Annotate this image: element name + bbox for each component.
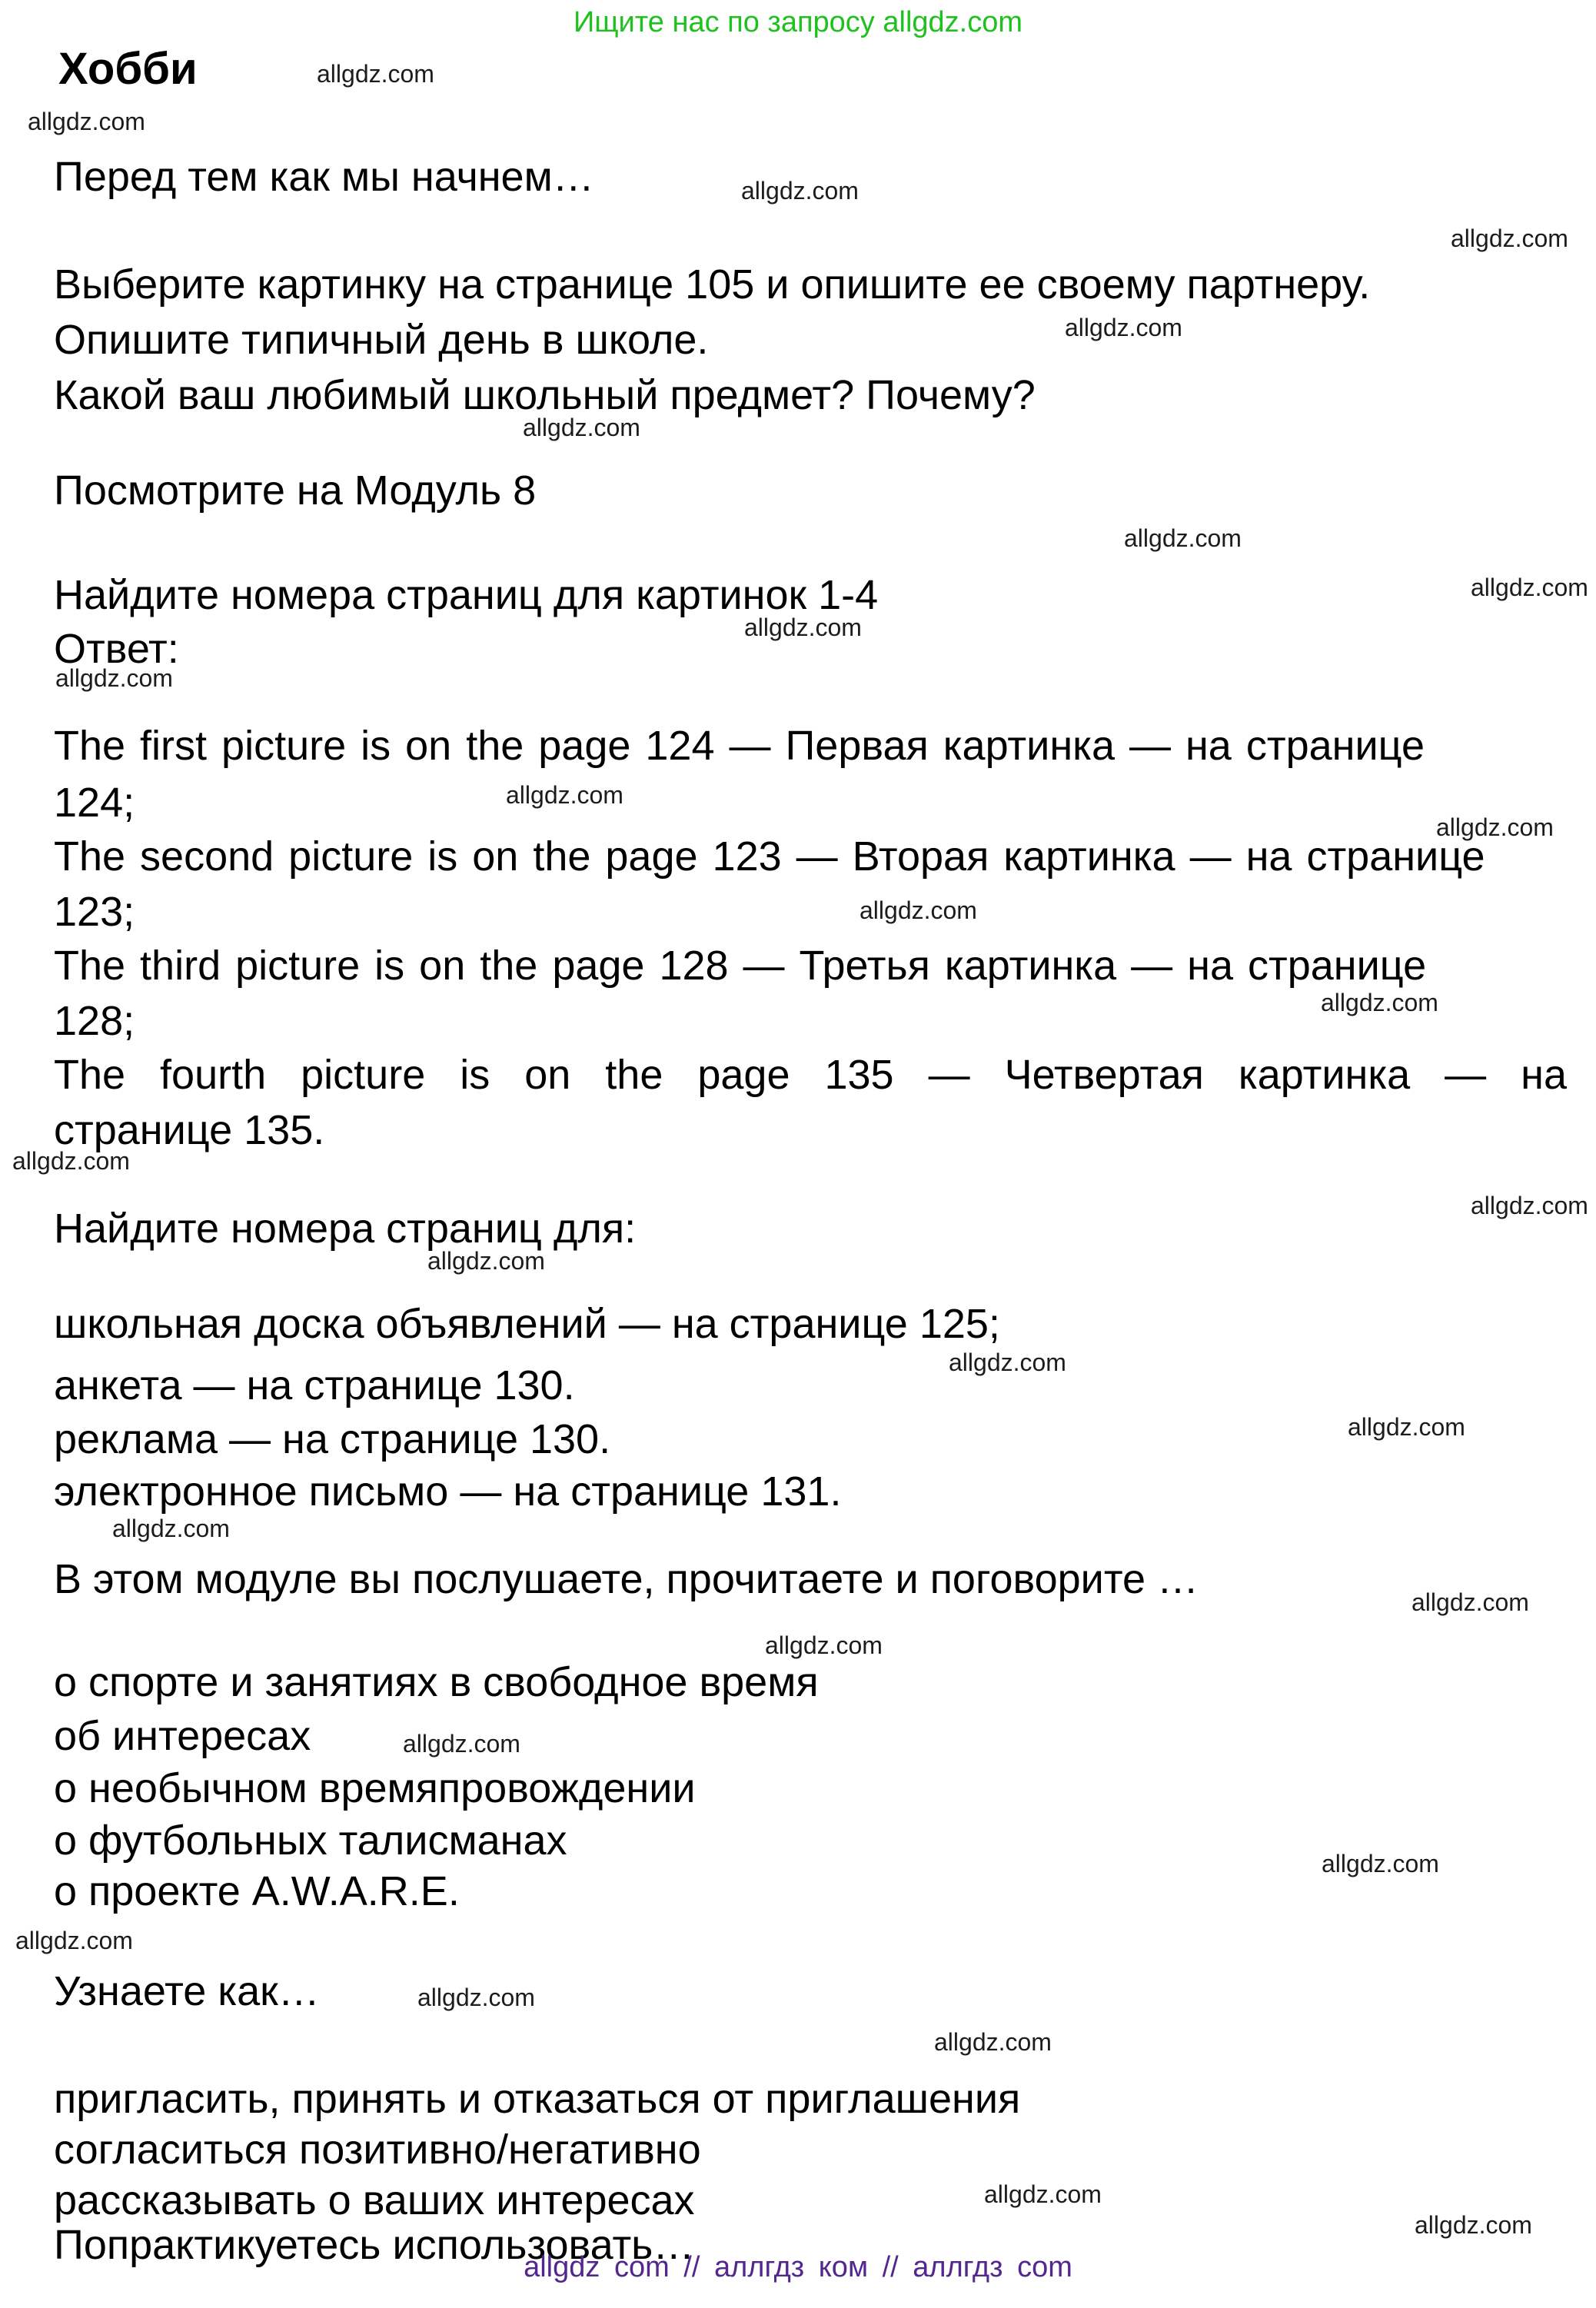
watermark-allgdz-com: allgdz.com (860, 896, 977, 924)
watermark-allgdz-com: allgdz.com (1321, 989, 1438, 1016)
module-overview-item-1: о спорте и занятиях в свободное время (54, 1659, 819, 1705)
answer-1-line-1: The first picture is on the page 124 — Первая картинка — на странице (54, 723, 1425, 769)
watermark-allgdz-com: allgdz.com (417, 1984, 535, 2011)
watermark-allgdz-com: allgdz.com (1451, 224, 1568, 252)
learn-item-2: согласиться позитивно/негативно (54, 2127, 701, 2173)
watermark-allgdz-com: allgdz.com (403, 1730, 520, 1758)
watermark-allgdz-com: allgdz.com (112, 1515, 230, 1542)
watermark-allgdz-com: allgdz.com (15, 1927, 133, 1954)
watermark-allgdz-com: allgdz.com (55, 664, 173, 692)
watermark-allgdz-com: allgdz.com (984, 2180, 1102, 2208)
watermark-allgdz-com: allgdz.com (523, 414, 640, 441)
answer-3-line-2: 128; (54, 998, 135, 1044)
watermark-allgdz-com: allgdz.com (1124, 524, 1242, 552)
find-pages-item-3: реклама — на странице 130. (54, 1416, 611, 1462)
module-overview-item-5: о проекте A.W.A.R.E. (54, 1868, 460, 1914)
module-look-task: Найдите номера страниц для картинок 1-4 (54, 572, 879, 618)
module-overview-item-2: об интересах (54, 1713, 311, 1759)
page-title: Хобби (58, 44, 198, 94)
practice-heading: Попрактикуетесь использовать… (54, 2222, 695, 2268)
module-overview-item-3: о необычном времяпровождении (54, 1765, 696, 1811)
learn-heading: Узнаете как… (54, 1968, 320, 2014)
watermark-allgdz-com: allgdz.com (1415, 2211, 1532, 2239)
watermark-allgdz-com: allgdz.com (1322, 1850, 1439, 1877)
watermark-allgdz-com: allgdz.com (506, 781, 623, 809)
module-overview-item-4: о футбольных талисманах (54, 1817, 567, 1864)
answer-4-line-1: The fourth picture is on the page 135 — Четвертая картинка — на (54, 1052, 1568, 1098)
before-start-item-1: Выберите картинку на странице 105 и опишите ее своему партнеру. (54, 261, 1371, 308)
watermark-allgdz-com: allgdz.com (1436, 813, 1554, 841)
watermark-allgdz-com: allgdz.com (741, 177, 859, 205)
answer-2-line-2: 123; (54, 889, 135, 935)
watermark-allgdz-com: allgdz.com (28, 108, 145, 135)
watermark-allgdz-com: allgdz.com (427, 1247, 545, 1275)
watermark-allgdz-com: allgdz.com (12, 1147, 130, 1175)
watermark-allgdz-com: allgdz.com (1065, 314, 1182, 341)
module-look-heading: Посмотрите на Модуль 8 (54, 467, 537, 514)
find-pages-heading: Найдите номера страниц для: (54, 1206, 637, 1252)
watermark-allgdz-com: allgdz.com (949, 1349, 1066, 1376)
footer-site-links: allgdz com // аллгдз ком // аллгдз com (524, 2251, 1072, 2283)
watermark-allgdz-com: allgdz.com (765, 1631, 883, 1659)
site-banner: Ищите нас по запросу allgdz.com (573, 6, 1022, 38)
before-start-item-3: Какой ваш любимый школьный предмет? Почему? (54, 372, 1036, 418)
watermark-allgdz-com: allgdz.com (317, 60, 434, 88)
watermark-allgdz-com: allgdz.com (1348, 1413, 1465, 1441)
watermark-allgdz-com: allgdz.com (934, 2028, 1052, 2056)
learn-item-3: рассказывать о ваших интересах (54, 2177, 695, 2223)
watermark-allgdz-com: allgdz.com (1471, 1192, 1588, 1219)
answer-label: Ответ: (54, 626, 179, 672)
answer-1-line-2: 124; (54, 780, 135, 826)
watermark-allgdz-com: allgdz.com (744, 614, 862, 641)
answer-3-line-1: The third picture is on the page 128 — Третья картинка — на странице (54, 943, 1427, 989)
watermark-allgdz-com: allgdz.com (1411, 1588, 1529, 1616)
before-start-item-2: Опишите типичный день в школе. (54, 317, 709, 363)
answer-2-line-1: The second picture is on the page 123 — Вторая картинка — на странице (54, 833, 1485, 880)
find-pages-item-1: школьная доска объявлений — на странице 125; (54, 1301, 1000, 1347)
find-pages-item-2: анкета — на странице 130. (54, 1362, 575, 1408)
watermark-allgdz-com: allgdz.com (1471, 574, 1588, 601)
find-pages-item-4: электронное письмо — на странице 131. (54, 1468, 842, 1515)
before-start-heading: Перед тем как мы начнем… (54, 154, 594, 200)
module-overview-heading: В этом модуле вы послушаете, прочитаете и поговорите … (54, 1556, 1199, 1602)
answer-4-line-2: странице 135. (54, 1107, 325, 1153)
learn-item-1: пригласить, принять и отказаться от приглашения (54, 2076, 1021, 2122)
